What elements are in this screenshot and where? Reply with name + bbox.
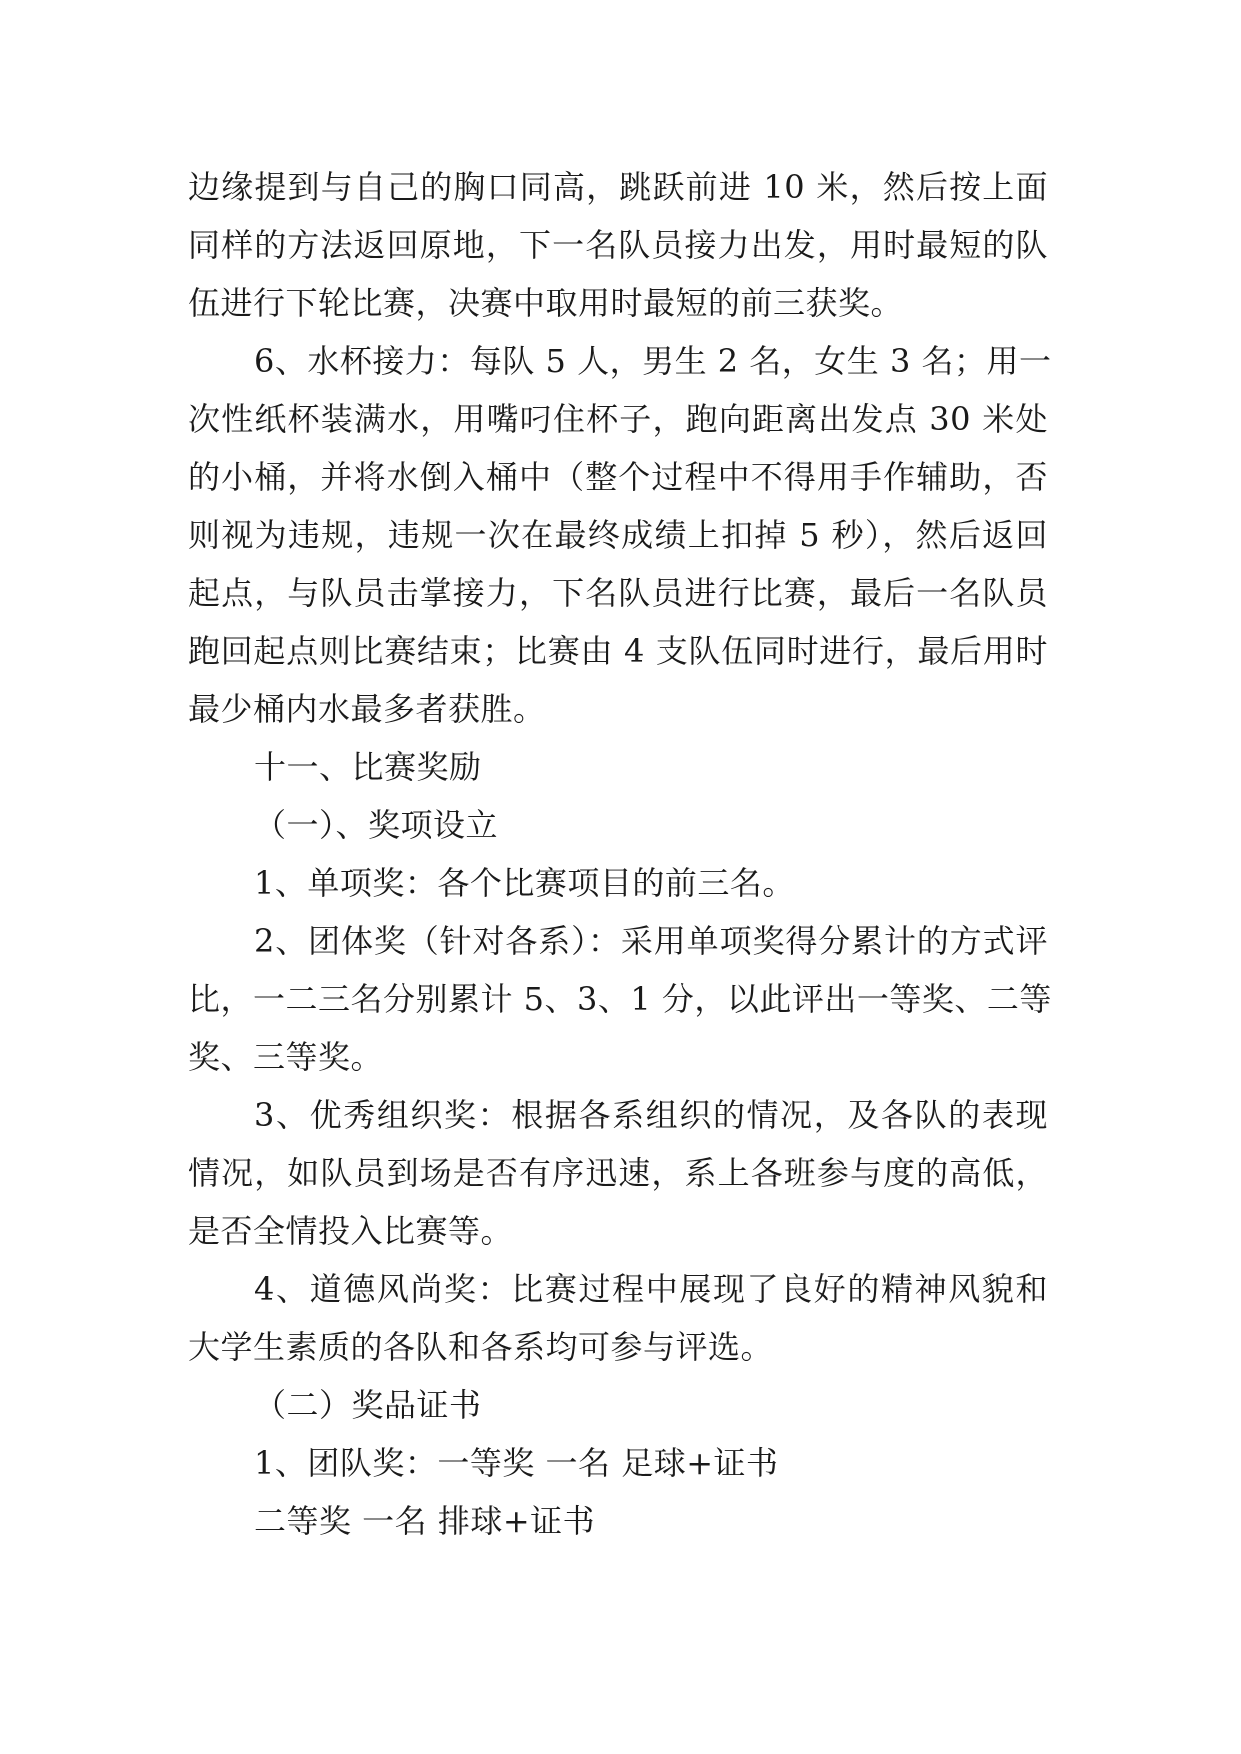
body-text-line: 1、团队奖：一等奖 一名 足球+证书 [254,1444,779,1482]
body-text-line: 伍进行下轮比赛，决赛中取用时最短的前三获奖。 [188,284,904,322]
body-text-line: 起点，与队员击掌接力，下名队员进行比赛，最后一名队员 [188,574,1048,612]
body-text-line: 同样的方法返回原地，下一名队员接力出发，用时最短的队 [188,226,1048,264]
section-heading: 十一、比赛奖励 [254,748,482,786]
body-text-line: 跑回起点则比赛结束；比赛由 4 支队伍同时进行，最后用时 [188,632,1048,670]
body-text-line: 是否全情投入比赛等。 [188,1212,514,1250]
document-body [188,158,1052,1550]
body-text-line: 奖、三等奖。 [188,1038,384,1076]
body-text-line: 边缘提到与自己的胸口同高，跳跃前进 10 米，然后按上面 [188,168,1048,206]
body-text-line: 3、优秀组织奖：根据各系组织的情况，及各队的表现 [254,1096,1048,1134]
body-text-line: 2、团体奖（针对各系）：采用单项奖得分累计的方式评 [254,922,1048,960]
body-text-line: 大学生素质的各队和各系均可参与评选。 [188,1328,774,1366]
body-text-line: 4、道德风尚奖：比赛过程中展现了良好的精神风貌和 [254,1270,1048,1308]
body-text-line: 则视为违规，违规一次在最终成绩上扣掉 5 秒），然后返回 [188,516,1048,554]
body-text-line: 最少桶内水最多者获胜。 [188,690,546,728]
body-text-line: 的小桶，并将水倒入桶中（整个过程中不得用手作辅助，否 [188,458,1048,496]
body-text-line: 1、单项奖：各个比赛项目的前三名。 [254,864,795,902]
subsection-heading: （一）、奖项设立 [254,806,499,844]
body-text-line: 6、水杯接力：每队 5 人，男生 2 名，女生 3 名；用一 [254,342,1052,380]
subsection-heading: （二）奖品证书 [254,1386,482,1424]
body-text-line: 二等奖 一名 排球+证书 [254,1502,596,1540]
body-text-line: 情况，如队员到场是否有序迅速，系上各班参与度的高低， [188,1154,1048,1192]
body-text-line: 比，一二三名分别累计 5、3、1 分，以此评出一等奖、二等 [188,980,1052,1018]
body-text-line: 次性纸杯装满水，用嘴叼住杯子，跑向距离出发点 30 米处 [188,400,1048,438]
